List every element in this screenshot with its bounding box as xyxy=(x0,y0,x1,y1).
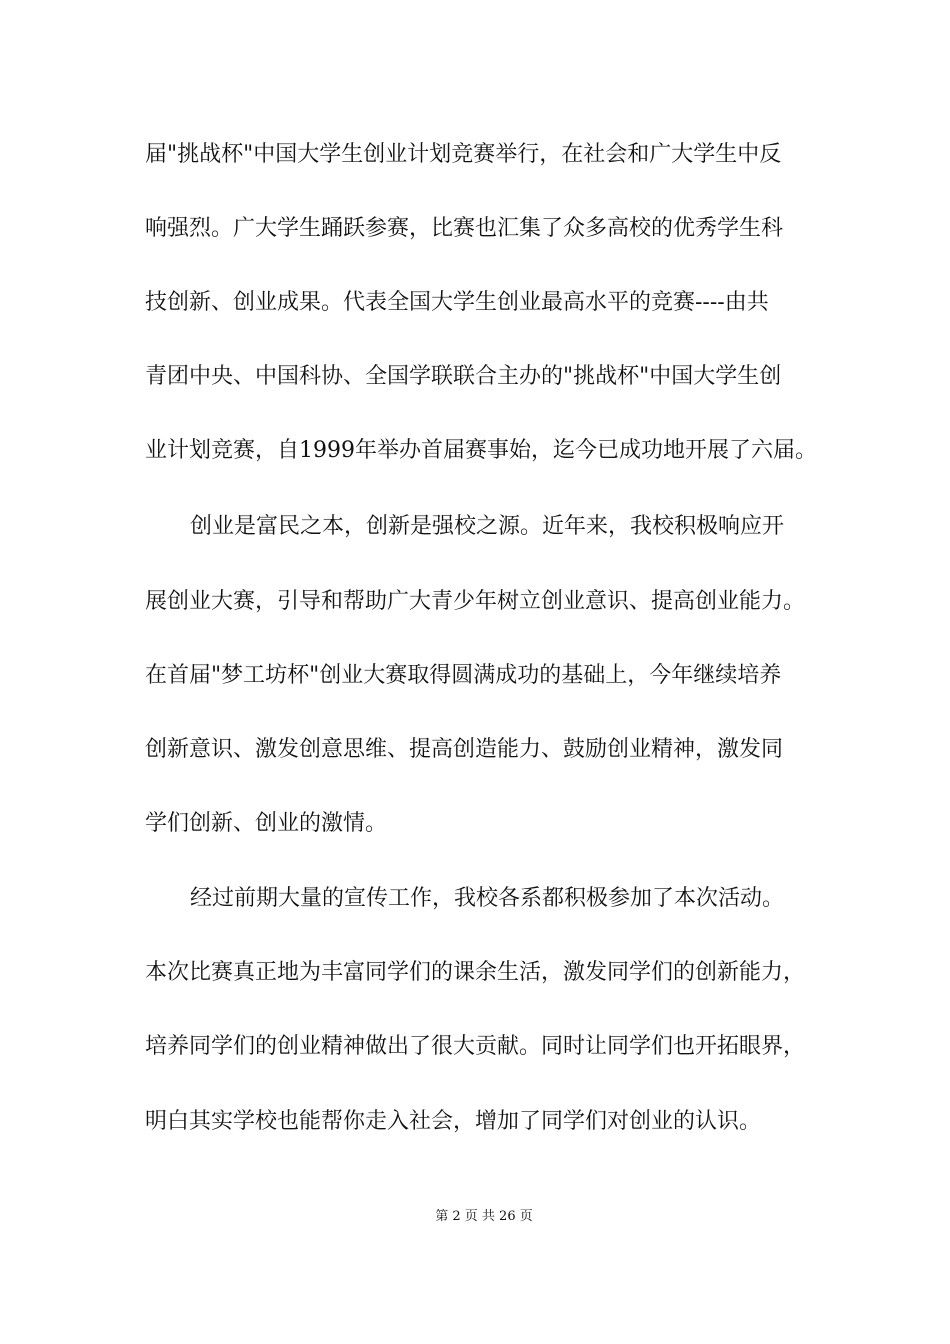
text-line: 培养同学们的创业精神做出了很大贡献。同时让同学们也开拓眼界， xyxy=(145,1034,806,1059)
text-line: 响强烈。广大学生踊跃参赛，比赛也汇集了众多高校的优秀学生科 xyxy=(145,216,784,241)
text-line: 业计划竞赛，自1999年举办首届赛事始，迄今已成功地开展了六届。 xyxy=(145,438,817,463)
text-line: 本次比赛真正地为丰富同学们的课余生活，激发同学们的创新能力， xyxy=(145,960,806,985)
text-line: 在首届"梦工坊杯"创业大赛取得圆满成功的基础上，今年继续培养 xyxy=(145,663,782,688)
text-line: 青团中央、中国科协、全国学联联合主办的"挑战杯"中国大学生创 xyxy=(145,364,782,389)
text-line: 创新意识、激发创意思维、提高创造能力、鼓励创业精神，激发同 xyxy=(145,737,784,762)
text-line: 技创新、创业成果。代表全国大学生创业最高水平的竞赛----由共 xyxy=(145,290,769,315)
page-number-footer: 第 2 页 共 26 页 xyxy=(435,1209,533,1224)
text-line: 展创业大赛，引导和帮助广大青少年树立创业意识、提高创业能力。 xyxy=(145,589,806,614)
text-line: 明白其实学校也能帮你走入社会，增加了同学们对创业的认识。 xyxy=(145,1109,762,1134)
text-line: 创业是富民之本，创新是强校之源。近年来，我校积极响应开 xyxy=(190,514,785,539)
text-line: 学们创新、创业的激情。 xyxy=(145,811,388,836)
text-line: 届"挑战杯"中国大学生创业计划竞赛举行，在社会和广大学生中反 xyxy=(145,142,782,167)
text-line: 经过前期大量的宣传工作，我校各系都积极参加了本次活动。 xyxy=(190,886,785,911)
